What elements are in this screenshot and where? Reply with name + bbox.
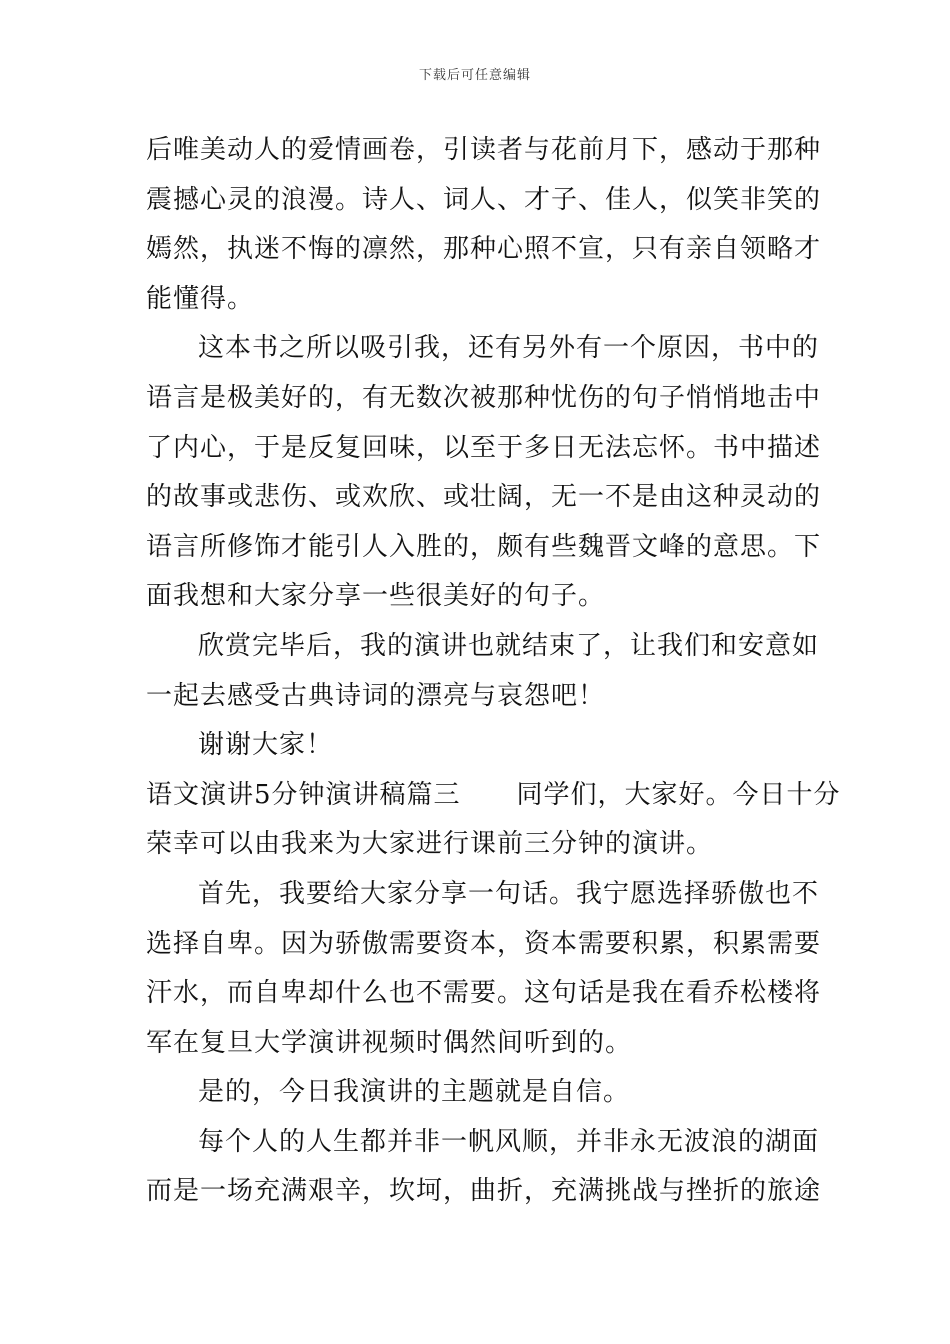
- text-line: 选择自卑。因为骄傲需要资本，资本需要积累，积累需要: [146, 928, 822, 959]
- text-line: 的故事或悲伤、或欢欣、或壮阔，无一不是由这种灵动的: [146, 482, 822, 513]
- text-line: 后唯美动人的爱情画卷，引读者与花前月下，感动于那种: [146, 135, 822, 165]
- text-line: 语言是极美好的，有无数次被那种忧伤的句子悄悄地击中: [146, 382, 822, 413]
- text-line: 面我想和大家分享一些很美好的句子。: [146, 581, 606, 612]
- text-line: 军在复旦大学演讲视频时偶然间听到的。: [146, 1027, 633, 1058]
- page-header-note: 下载后可任意编辑: [418, 68, 531, 83]
- text-line: 震撼心灵的浪漫。诗人、词人、才子、佳人，似笑非笑的: [146, 184, 822, 215]
- document-body: [146, 126, 841, 1217]
- section-heading-line: [146, 771, 841, 821]
- text-line: 是的，今日我演讲的主题就是自信。: [198, 1077, 631, 1108]
- text-line: 嫣然，执迷不悔的凛然，那种心照不宣，只有亲自领略才: [146, 234, 822, 265]
- text-line: 一起去感受古典诗词的漂亮与哀怨吧！: [146, 680, 606, 711]
- section-heading: 语文演讲5分钟演讲稿篇三: [146, 779, 461, 810]
- text-line: 谢谢大家！: [198, 730, 334, 761]
- text-line: 而是一场充满艰辛，坎坷，曲折，充满挑战与挫折的旅途: [146, 1176, 822, 1207]
- text-line: 这本书之所以吸引我，还有另外有一个原因，书中的: [198, 333, 820, 364]
- text-line: 了内心，于是反复回味，以至于多日无法忘怀。书中描述: [146, 432, 822, 463]
- text-line: 汗水，而自卑却什么也不需要。这句话是我在看乔松楼将: [146, 978, 822, 1009]
- text-line: 能懂得。: [146, 283, 255, 314]
- text-line: 荣幸可以由我来为大家进行课前三分钟的演讲。: [146, 829, 714, 860]
- text-line: 语言所修饰才能引人入胜的，颇有些魏晋文峰的意思。下: [146, 531, 822, 562]
- text-line: 欣赏完毕后，我的演讲也就结束了，让我们和安意如: [198, 630, 820, 661]
- text-line: 每个人的人生都并非一帆风顺，并非永无波浪的湖面: [198, 1126, 820, 1157]
- text-line: 同学们，大家好。今日十分: [516, 779, 841, 810]
- text-line: 首先，我要给大家分享一句话。我宁愿选择骄傲也不: [198, 878, 820, 909]
